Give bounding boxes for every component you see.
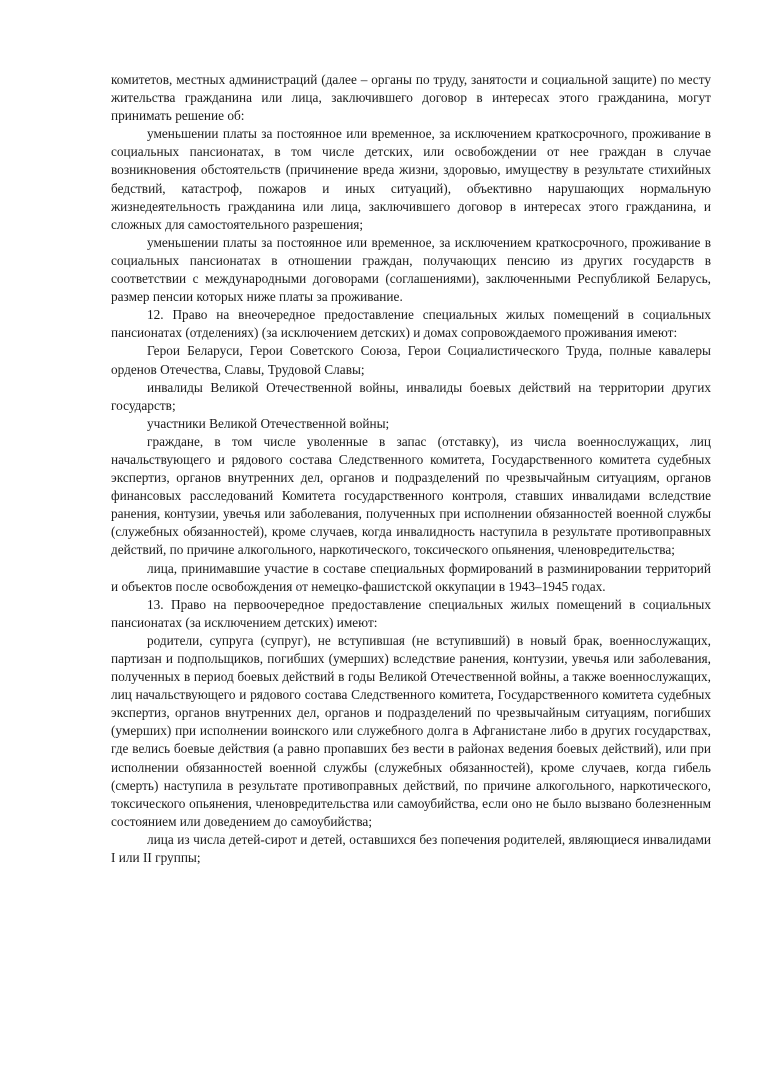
document-body — [111, 71, 711, 867]
paragraph-item-13: 13. Право на первоочередное предоставление специальных жилых помещений в социальных пансионатах (за исключением детских) имеют: — [111, 596, 711, 630]
paragraph-fee-reduction-foreign-pension: уменьшении платы за постоянное или временное, за исключением краткосрочного, проживание в социальных пансионатах в отношении граждан, получающих пенсию из других государств в соответствии с международными договорами (соглашениями), заключенными Республикой Беларусь, размер пенсии которых ниже платы за проживание. — [111, 234, 711, 305]
paragraph-committees-continuation: комитетов, местных администраций (далее – органы по труду, занятости и социальной защите) по месту жительства гражданина или лица, заключившего договор в интересах этого гражданина, могут принимать решение об: — [111, 72, 711, 124]
paragraph-relatives-of-fallen: родители, супруга (супруг), не вступившая (не вступивший) в новый брак, военнослужащих, партизан и подпольщиков, погибших (умерших) вследствие ранения, контузии, увечья или заболевания, полученных в период боевых действий в годы Великой Отечественной войны, а также военнослужащих, лиц начальствующего и рядового состава Следственного комитета, Государственного комитета судебных экспертиз, органов внутренних дел, органов и подразделений по чрезвычайным ситуациям, погибших (умерших) при исполнении воинского или служебного долга в Афганистане либо в других государствах, где велись боевые действия (а равно пропавших без вести в районах ведения боевых действий), или при исполнении обязанностей военной службы (служебных обязанностей), кроме случаев, когда гибель (смерть) наступила в результате противоправных действий, по причине алкогольного, наркотического, токсического опьянения, членовредительства или самоубийства, если оно не было вызвано болезненным состоянием или доведением до самоубийства; — [111, 632, 711, 829]
paragraph-orphans-invalids: лица из числа детей-сирот и детей, оставшихся без попечения родителей, являющиеся инвалидами I или II группы; — [111, 831, 711, 866]
paragraph-demining-participants: лица, принимавшие участие в составе специальных формирований в разминировании территорий и объектов после освобождения от немецко-фашистской оккупации в 1943–1945 годах. — [111, 560, 711, 594]
paragraph-servicemen-invalids: граждане, в том числе уволенные в запас (отставку), из числа военнослужащих, лиц начальствующего и рядового состава Следственного комитета, Государственного комитета судебных экспертиз, органов внутренних дел, органов и подразделений по чрезвычайным ситуациям, органов финансовых расследований Комитета государственного контроля, ставших инвалидами вследствие ранения, контузии, увечья или заболевания, полученных при исполнении обязанностей военной службы (служебных обязанностей), кроме случаев, когда инвалидность наступила в результате противоправных действий, по причине алкогольного, наркотического, токсического опьянения, членовредительства; — [111, 433, 711, 558]
paragraph-fee-reduction-disaster: уменьшении платы за постоянное или временное, за исключением краткосрочного, проживание в социальных пансионатах, в том числе детских, или освобождении от нее граждан в случае возникновения обстоятельств (причинение вреда жизни, здоровью, имуществу в результате стихийных бедствий, катастроф, пожаров и иных ситуаций), объективно нарушающих нормальную жизнедеятельность гражданина или лица, заключившего договор в интересах этого гражданина, и сложных для самостоятельного разрешения; — [111, 126, 711, 232]
paragraph-war-invalids: инвалиды Великой Отечественной войны, инвалиды боевых действий на территории других государств; — [111, 379, 711, 413]
paragraph-item-12: 12. Право на внеочередное предоставление специальных жилых помещений в социальных пансионатах (отделениях) (за исключением детских) и домах сопровождаемого проживания имеют: — [111, 307, 711, 341]
paragraph-war-participants: участники Великой Отечественной войны; — [147, 415, 390, 431]
paragraph-heroes: Герои Беларуси, Герои Советского Союза, Герои Социалистического Труда, полные кавалеры орденов Отечества, Славы, Трудовой Славы; — [111, 343, 711, 377]
